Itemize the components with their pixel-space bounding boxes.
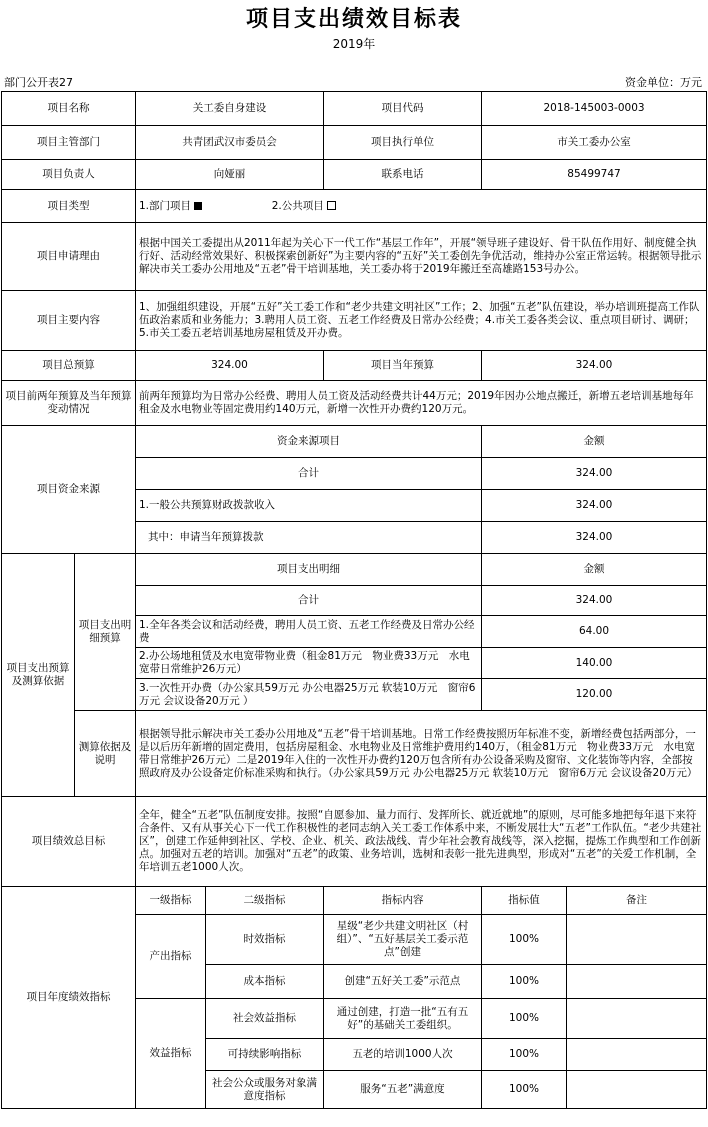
detail-row-amount: 140.00	[482, 648, 707, 679]
header-remark: 备注	[567, 887, 707, 915]
unit-label: 资金单位：万元	[625, 76, 702, 89]
value-manager: 向娅丽	[136, 160, 324, 190]
value-type	[136, 190, 707, 223]
value-phone: 85499747	[482, 160, 707, 190]
unchecked-box-icon	[327, 201, 336, 210]
value-reason: 根据中国关工委提出从2011年起为关心下一代工作“基层工作年”，开展“领导班子建设好、骨干队伍作用好、制度健全执行好、活动经常效果好、积极探索创新好”为主要内容的“五好”关工委创先争优活动，维持办公室正常运转。根据领导批示解决市关工委办公用地及“五老”骨干培训基地，关工委办将于2019年搬迁至高雄路153号办公。	[136, 223, 707, 291]
label-calc-basis: 测算依据及说明	[75, 711, 136, 797]
label-content: 项目主要内容	[2, 291, 136, 351]
perf-value: 100%	[482, 965, 567, 999]
label-current-budget: 项目当年预算	[324, 351, 482, 381]
level1-output: 产出指标	[136, 915, 206, 999]
value-dept: 共青团武汉市委员会	[136, 126, 324, 160]
fund-row-amount: 324.00	[482, 522, 707, 554]
fund-amount-header: 金额	[482, 426, 707, 458]
detail-row-amount: 120.00	[482, 679, 707, 711]
detail-total-label: 合计	[136, 586, 482, 616]
type-option-dept: 1.部门项目	[139, 199, 192, 212]
label-manager: 项目负责人	[2, 160, 136, 190]
label-change: 项目前两年预算及当年预算变动情况	[2, 381, 136, 426]
perf-content: 五老的培训1000人次	[324, 1039, 482, 1071]
label-type: 项目类型	[2, 190, 136, 223]
label-fund-source: 项目资金来源	[2, 426, 136, 554]
performance-table	[1, 91, 707, 1109]
year-label: 2019年	[332, 37, 376, 51]
value-project-code: 2018-145003-0003	[482, 92, 707, 126]
type-option-public: 2.公共项目	[271, 199, 324, 212]
label-perf-goal: 项目绩效总目标	[2, 797, 136, 887]
perf-level2: 社会公众或服务对象满意度指标	[206, 1071, 324, 1109]
header-indicator-content: 指标内容	[324, 887, 482, 915]
detail-amount-header: 金额	[482, 554, 707, 586]
value-change: 前两年预算均为日常办公经费、聘用人员工资及活动经费共计44万元；2019年因办公地点搬迁，新增五老培训基地每年租金及水电物业等固定费用约140万元，新增一次性开办费约120万元。	[136, 381, 707, 426]
fund-total-label: 合计	[136, 458, 482, 490]
label-exec-unit: 项目执行单位	[324, 126, 482, 160]
detail-total-value: 324.00	[482, 586, 707, 616]
value-current-budget: 324.00	[482, 351, 707, 381]
label-expense-basis: 项目支出预算及测算依据	[2, 554, 75, 797]
value-content: 1、加强组织建设，开展“五好”关工委工作和“老少共建文明社区”工作；2、加强“五老”队伍建设，举办培训班提高工作队伍政治素质和业务能力；3.聘用人员工资、五老工作经费及日常办公经费；4.市关工委各类会议、重点项目研讨、调研；5.市关工委五老培训基地房屋租赁及开办费。	[136, 291, 707, 351]
page-title: 项目支出绩效目标表	[245, 7, 462, 32]
perf-level2: 时效指标	[206, 915, 324, 965]
perf-value: 100%	[482, 1039, 567, 1071]
detail-row-amount: 64.00	[482, 616, 707, 648]
perf-remark	[567, 915, 707, 965]
label-detail-budget: 项目支出明细预算	[75, 554, 136, 711]
detail-row-name: 2.办公场地租赁及水电宽带物业费（租金81万元 物业费33万元 水电宽带日常维护26万元）	[136, 648, 482, 679]
perf-content: 服务“五老”满意度	[324, 1071, 482, 1109]
value-calc-basis: 根据领导批示解决市关工委办公用地及“五老”骨干培训基地。日常工作经费按照历年标准不变，新增经费包括两部分，一是以后历年新增的固定费用，包括房屋租金、水电物业及日常维护费用约140万，（租金81万元 物业费33万元 水电宽带日常维护26万元）二是2019年入住的一次性开办费约120万包含所有办公设备采购及窗帘、文化装饰等内容，全部按照政府及办公设备定价标准采购和执行。（办公家具59万元 办公电器25万元 软装10万元 窗帘6万元 会议设备20万元）	[136, 711, 707, 797]
perf-content: 星级“老少共建文明社区（村组）”、“五好基层关工委示范点”创建	[324, 915, 482, 965]
detail-row-name: 1.全年各类会议和活动经费，聘用人员工资、五老工作经费及日常办公经费	[136, 616, 482, 648]
label-reason: 项目申请理由	[2, 223, 136, 291]
label-phone: 联系电话	[324, 160, 482, 190]
detail-header: 项目支出明细	[136, 554, 482, 586]
perf-value: 100%	[482, 915, 567, 965]
level1-benefit: 效益指标	[136, 999, 206, 1109]
fund-source-header: 资金来源项目	[136, 426, 482, 458]
detail-row-name: 3.一次性开办费（办公家具59万元 办公电器25万元 软装10万元 窗帘6万元 会议设备20万元 ）	[136, 679, 482, 711]
header-level1: 一级指标	[136, 887, 206, 915]
fund-row-name: 1.一般公共预算财政拨款收入	[136, 490, 482, 522]
value-exec-unit: 市关工委办公室	[482, 126, 707, 160]
perf-level2: 成本指标	[206, 965, 324, 999]
perf-remark	[567, 999, 707, 1039]
label-project-code: 项目代码	[324, 92, 482, 126]
dept-table-label: 部门公开表27	[4, 76, 73, 89]
checked-box-icon	[194, 202, 202, 210]
value-perf-goal: 全年，健全“五老”队伍制度安排。按照“自愿参加、量力而行、发挥所长、就近就地”的原则，尽可能多地把每年退下来符合条件、又有从事关心下一代工作积极性的老同志纳入关工委工作体系中来，不断发展壮大“五老”工作队伍。“老少共建社区”，创建工作延伸到社区、学校、企业、机关、政法战线、青少年社会教育战线等，深入挖掘，提炼工作典型和工作创新点。加强对五老的培训。加强对“五老”的政策、业务培训，选树和表彰一批先进典型，形成对“五老”的关爱工作机制，全年培训五老1000人次。	[136, 797, 707, 887]
perf-value: 100%	[482, 1071, 567, 1109]
perf-content: 通过创建，打造一批“五有五好”的基础关工委组织。	[324, 999, 482, 1039]
perf-remark	[567, 1039, 707, 1071]
fund-row-amount: 324.00	[482, 490, 707, 522]
label-annual-perf: 项目年度绩效指标	[2, 887, 136, 1109]
perf-level2: 社会效益指标	[206, 999, 324, 1039]
perf-level2: 可持续影响指标	[206, 1039, 324, 1071]
perf-remark	[567, 965, 707, 999]
perf-content: 创建“五好关工委”示范点	[324, 965, 482, 999]
label-total-budget: 项目总预算	[2, 351, 136, 381]
value-total-budget: 324.00	[136, 351, 324, 381]
header-indicator-value: 指标值	[482, 887, 567, 915]
fund-row-name: 其中：申请当年预算拨款	[136, 522, 482, 554]
header-level2: 二级指标	[206, 887, 324, 915]
fund-total-value: 324.00	[482, 458, 707, 490]
label-project-name: 项目名称	[2, 92, 136, 126]
label-dept: 项目主管部门	[2, 126, 136, 160]
perf-remark	[567, 1071, 707, 1109]
perf-value: 100%	[482, 999, 567, 1039]
value-project-name: 关工委自身建设	[136, 92, 324, 126]
